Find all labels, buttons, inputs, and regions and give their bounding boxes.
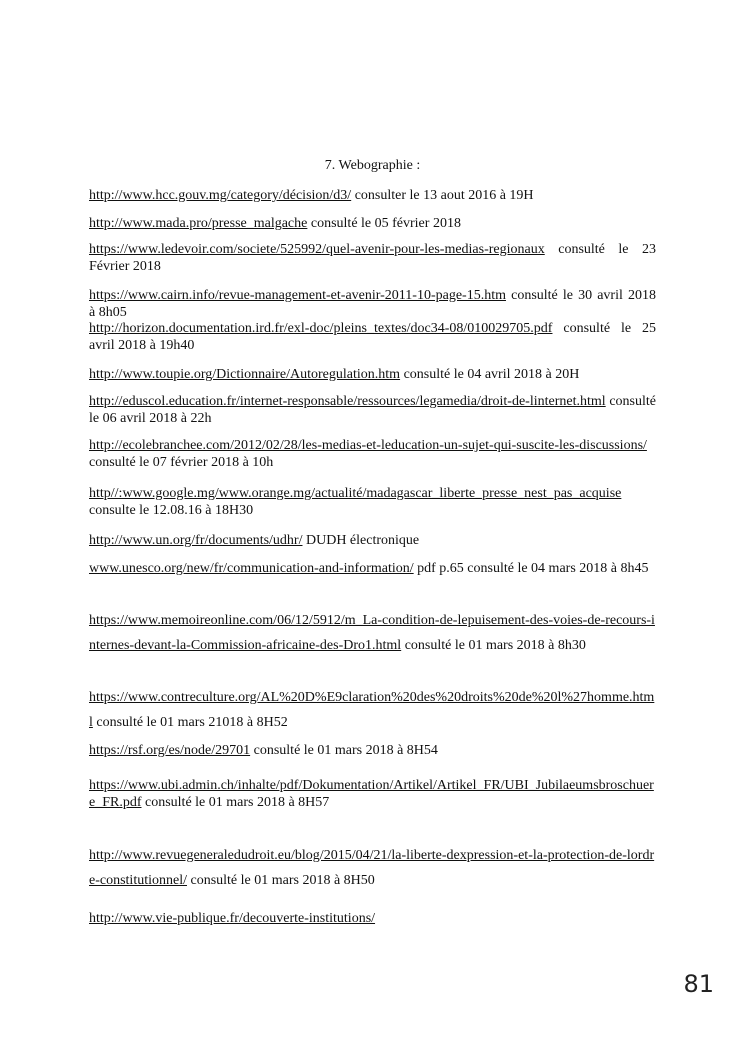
- reference-item: [89, 485, 656, 519]
- reference-item: [89, 685, 656, 735]
- reference-note: consulter le 13 aout 2016 à 19H: [351, 188, 534, 203]
- reference-item: [89, 532, 656, 549]
- reference-link[interactable]: https://www.contreculture.org/AL%20D%E9claration%20des%20droits%20de%20l%27homme.html: [89, 690, 655, 730]
- reference-link[interactable]: http://www.hcc.gouv.mg/category/décision/d3/: [89, 188, 352, 203]
- reference-item: [89, 608, 656, 658]
- reference-note: consulté le 25 avril 2018 à 19h40: [89, 321, 656, 353]
- reference-link[interactable]: https://www.ledevoir.com/societe/525992/quel-avenir-pour-les-medias-regionaux: [89, 242, 545, 257]
- reference-link[interactable]: https://www.ubi.admin.ch/inhalte/pdf/Dokumentation/Artikel/Artikel_FR/UBI_Jubilaeumsbroschuere_FR.pdf: [89, 778, 654, 810]
- reference-note: consulté le 06 avril 2018 à 22h: [89, 394, 656, 426]
- reference-note: consulté le 01 mars 2018 à 8H57: [141, 795, 330, 810]
- reference-link[interactable]: www.unesco.org/new/fr/communication-and-information/: [89, 561, 414, 576]
- reference-item: [89, 215, 656, 232]
- reference-item: [89, 393, 656, 427]
- reference-item: [89, 287, 656, 321]
- reference-link[interactable]: https://www.cairn.info/revue-management-et-avenir-2011-10-page-15.htm: [89, 288, 506, 303]
- reference-link[interactable]: http://www.un.org/fr/documents/udhr/: [89, 533, 303, 548]
- reference-link[interactable]: http://www.revuegeneraledudroit.eu/blog/2015/04/21/la-liberte-dexpression-et-la-protection-de-lordre-constitutionnel/: [89, 848, 655, 888]
- reference-item: [89, 437, 656, 471]
- reference-item: [89, 187, 656, 204]
- reference-note: consulté le 01 mars 2018 à 8H54: [250, 743, 438, 758]
- section-heading: 7. Webographie :: [324, 158, 421, 173]
- reference-link[interactable]: https://www.memoireonline.com/06/12/5912/m_La-condition-de-lepuisement-des-voies-de-recours-internes-devant-la-Commission-africaine-des-Dro1.html: [89, 613, 655, 653]
- reference-link[interactable]: https://rsf.org/es/node/29701: [89, 743, 251, 758]
- reference-item: [89, 320, 656, 354]
- reference-note: consulté le 04 avril 2018 à 20H: [400, 367, 580, 382]
- reference-note: consulté le 01 mars 21018 à 8H52: [92, 715, 288, 730]
- reference-link[interactable]: http://eduscol.education.fr/internet-responsable/ressources/legamedia/droit-de-linternet.html: [89, 394, 606, 409]
- reference-link[interactable]: http://horizon.documentation.ird.fr/exl-doc/pleins_textes/doc34-08/010029705.pdf: [89, 321, 553, 336]
- reference-link[interactable]: http://ecolebranchee.com/2012/02/28/les-medias-et-leducation-un-sujet-qui-suscite-les-discussions/: [89, 438, 647, 453]
- reference-item: [89, 366, 656, 383]
- reference-link[interactable]: http://www.toupie.org/Dictionnaire/Autoregulation.htm: [89, 367, 401, 382]
- reference-link[interactable]: http//:www.google.mg/www.orange.mg/actualité/madagascar_liberte_presse_nest_pas_acquise: [89, 486, 622, 501]
- reference-note: consulté le 07 février 2018 à 10h: [89, 455, 274, 470]
- reference-note: consulté le 30 avril 2018 à 8h05: [89, 288, 656, 320]
- reference-item: [89, 777, 656, 811]
- reference-item: [89, 556, 656, 581]
- reference-note: consulté le 01 mars 2018 à 8h30: [401, 638, 586, 653]
- reference-link[interactable]: http://www.vie-publique.fr/decouverte-institutions/: [89, 911, 376, 926]
- reference-note: pdf p.65 consulté le 04 mars 2018 à 8h45: [413, 561, 649, 576]
- reference-item: [89, 910, 656, 927]
- reference-note: DUDH électronique: [302, 533, 420, 548]
- reference-note: consulté le 01 mars 2018 à 8H50: [186, 873, 375, 888]
- reference-note: consulté le 05 février 2018: [307, 216, 461, 231]
- reference-item: [89, 843, 656, 893]
- page-number: 81: [683, 970, 714, 998]
- reference-note: consulté le 23 Février 2018: [89, 242, 656, 274]
- reference-item: [89, 241, 656, 275]
- reference-link[interactable]: http://www.mada.pro/presse_malgache: [89, 216, 308, 231]
- reference-item: [89, 742, 656, 759]
- reference-note: consulte le 12.08.16 à 18H30: [89, 503, 254, 518]
